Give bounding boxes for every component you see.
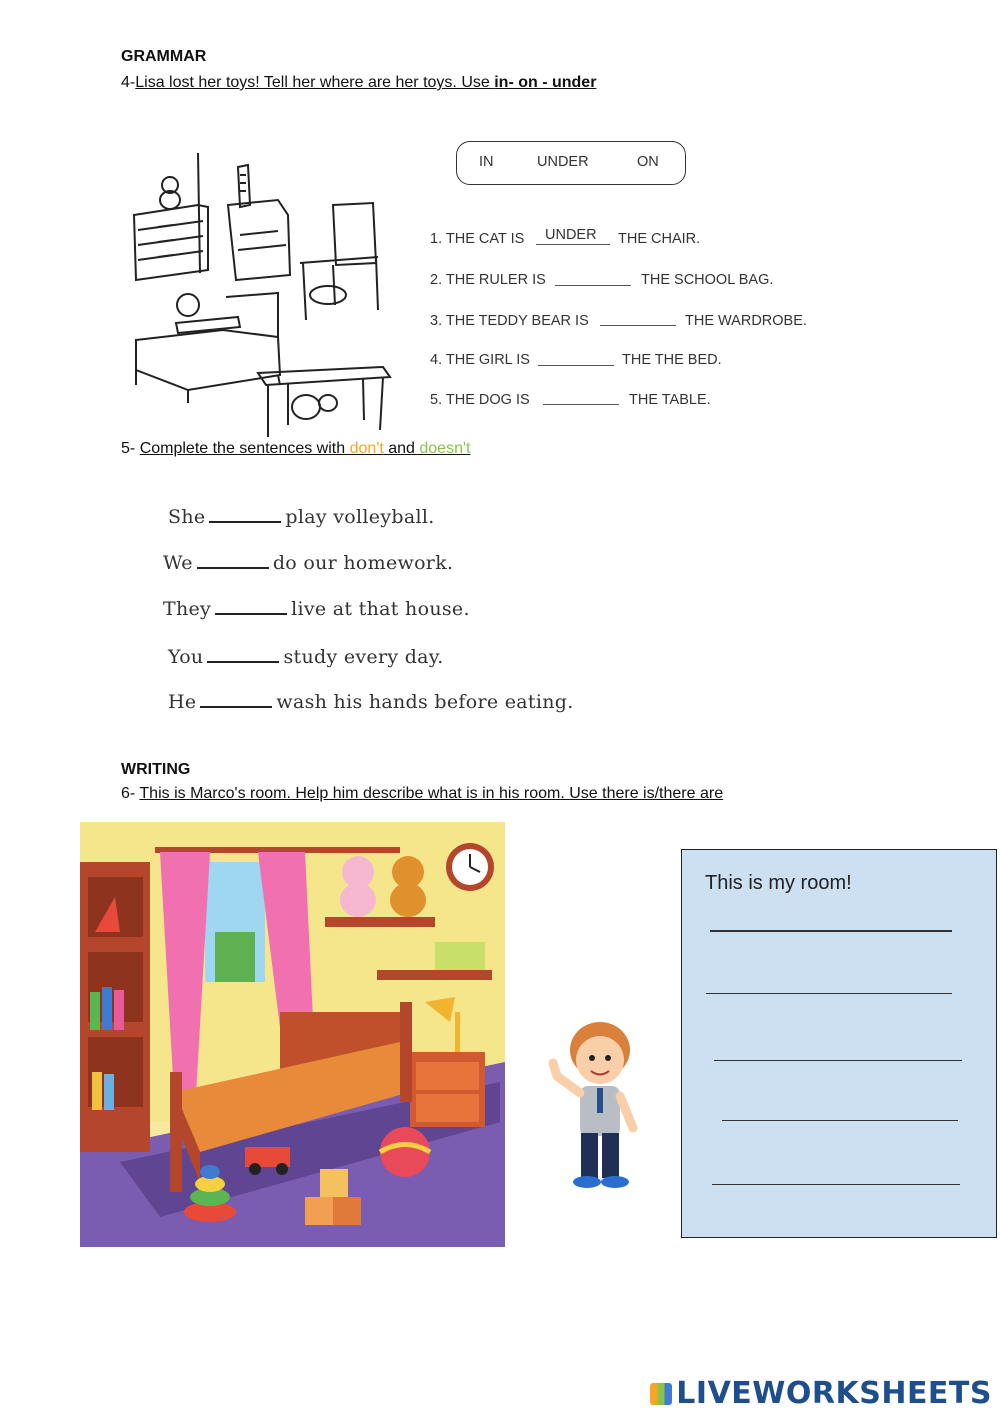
question-number: 6- (121, 785, 136, 802)
q5-text: Complete the sentences with (139, 440, 350, 457)
q5-rest: study every day. (283, 646, 444, 668)
q4-text: Lisa lost her toys! Tell her where are her toys. Use (135, 74, 495, 91)
word-bank-in: IN (479, 154, 494, 170)
q5-item-4 (168, 643, 444, 668)
question-number: 5- (121, 440, 136, 457)
q5-subject: We (163, 552, 193, 574)
q5-rest: live at that house. (291, 598, 470, 620)
sentence-1-blank[interactable] (536, 244, 610, 245)
sentence-3-end: THE WARDROBE. (685, 313, 807, 329)
q5-blank[interactable] (200, 688, 272, 708)
sentence-5-blank[interactable] (543, 404, 619, 405)
question-5-instruction (121, 440, 470, 458)
sentence-1-start: 1. THE CAT IS (430, 231, 525, 247)
writing-line-3[interactable] (714, 1060, 962, 1061)
question-6-instruction (121, 785, 723, 803)
q5-rest: wash his hands before eating. (276, 691, 574, 713)
question-text (140, 440, 471, 457)
marco-boy-illustration (545, 1018, 650, 1190)
word-doesnt: doesn't (419, 440, 471, 457)
word-dont: don't (349, 440, 384, 457)
sentence-3-blank[interactable] (600, 325, 676, 326)
grammar-heading: GRAMMAR (121, 48, 207, 65)
q5-subject: They (163, 598, 212, 620)
q5-subject: You (168, 646, 204, 668)
q5-item-5 (168, 688, 574, 713)
q5-rest: play volleyball. (285, 506, 435, 528)
sentence-4-blank[interactable] (538, 365, 614, 366)
q5-subject: She (168, 506, 206, 528)
sentence-2-blank[interactable] (555, 285, 631, 286)
writing-line-4[interactable] (722, 1120, 958, 1121)
marco-room-illustration (80, 822, 505, 1247)
writing-line-2[interactable] (706, 993, 952, 994)
writing-box-title: This is my room! (705, 872, 852, 894)
sentence-2-start: 2. THE RULER IS (430, 272, 546, 288)
bedroom-line-drawing (128, 145, 393, 440)
word-bank-on: ON (637, 154, 659, 170)
q5-blank[interactable] (209, 503, 281, 523)
q5-item-1 (168, 503, 435, 528)
sentence-5-start: 5. THE DOG IS (430, 392, 530, 408)
logo-text: LIVEWORKSHEETS (676, 1376, 992, 1411)
word-bank-box (456, 141, 686, 185)
word-and: and (383, 440, 420, 457)
question-4-instruction (121, 74, 596, 92)
sentence-3-start: 3. THE TEDDY BEAR IS (430, 313, 589, 329)
logo-icon (650, 1383, 672, 1405)
q5-blank[interactable] (215, 595, 287, 615)
word-bank-under: UNDER (537, 154, 589, 170)
liveworksheets-logo (650, 1376, 992, 1411)
writing-line-1[interactable] (710, 930, 952, 932)
question-text (135, 74, 596, 91)
writing-line-5[interactable] (712, 1184, 960, 1185)
q5-rest: do our homework. (272, 552, 454, 574)
sentence-1-end: THE CHAIR. (618, 231, 701, 247)
q4-bold-words: in- on - under (494, 74, 597, 91)
q5-blank[interactable] (207, 643, 279, 663)
sentence-2-end: THE SCHOOL BAG. (641, 272, 774, 288)
writing-box (681, 849, 997, 1238)
q5-item-3 (163, 595, 470, 620)
question-number: 4- (121, 74, 136, 91)
sentence-1-answer[interactable]: UNDER (545, 227, 597, 243)
q5-item-2 (163, 549, 453, 574)
question-text: This is Marco's room. Help him describe what is in his room. Use there is/there are (139, 785, 724, 802)
sentence-5-end: THE TABLE. (629, 392, 711, 408)
sentence-4-end: THE THE BED. (622, 352, 722, 368)
sentence-4-start: 4. THE GIRL IS (430, 352, 530, 368)
q5-blank[interactable] (197, 549, 269, 569)
writing-heading: WRITING (121, 761, 191, 778)
q5-subject: He (168, 691, 197, 713)
